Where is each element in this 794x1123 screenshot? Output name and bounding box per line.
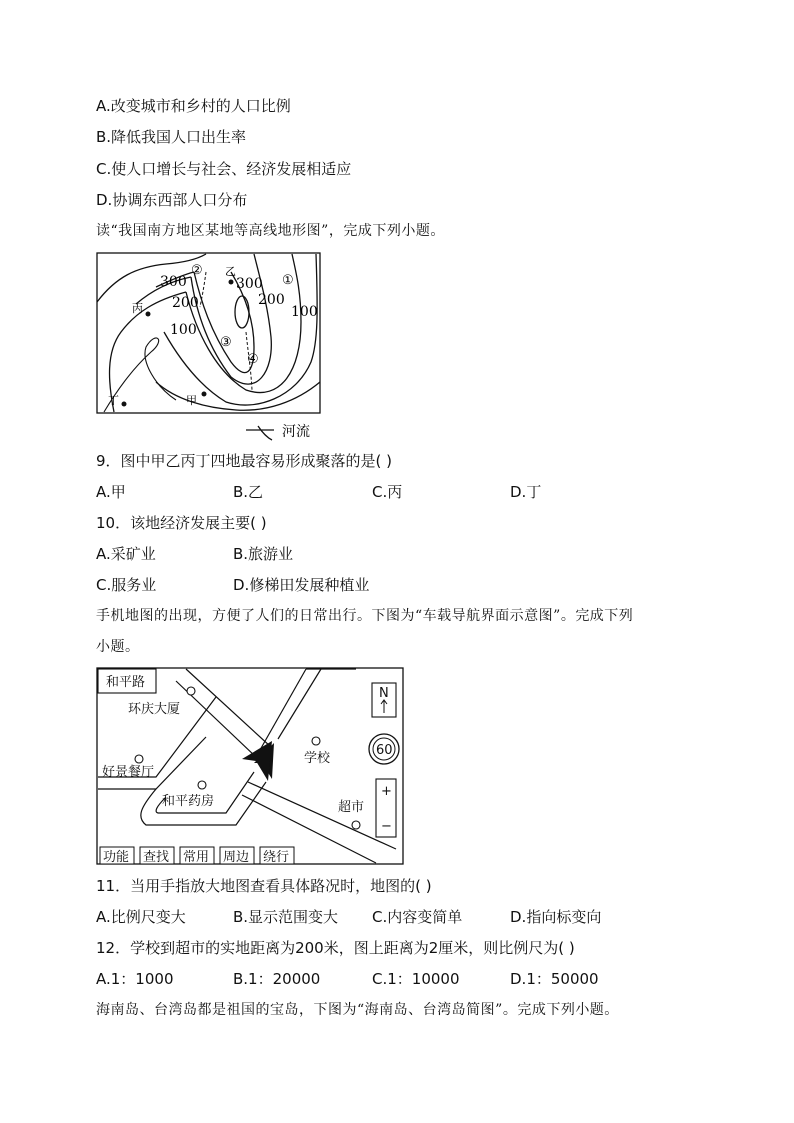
intro-islands-map: 海南岛、台湾岛都是祖国的宝岛，下图为“海南岛、台湾岛简图”。完成下列小题。 <box>96 1002 619 1018</box>
label-ding: 丁 <box>108 394 119 407</box>
marker-3: ③ <box>220 335 232 350</box>
q11-option-d: D.指向标变向 <box>510 908 602 926</box>
q9-option-a: A.甲 <box>96 483 126 501</box>
intro-nav-line-2: 小题。 <box>96 639 140 655</box>
question-9-stem: 9．图中甲乙丙丁四地最容易形成聚落的是( ) <box>96 452 393 470</box>
navigation-map-figure <box>96 667 406 867</box>
zoom-in-button[interactable]: + <box>381 784 392 799</box>
option-a-prev: A.改变城市和乡村的人口比例 <box>96 97 291 115</box>
marker-4: ④ <box>247 352 259 367</box>
q10-option-c: C.服务业 <box>96 576 157 594</box>
question-11-stem: 11．当用手指放大地图查看具体路况时，地图的( ) <box>96 877 432 895</box>
poi-label-huanqing: 环庆大厦 <box>128 702 181 717</box>
q10-option-a: A.采矿业 <box>96 545 156 563</box>
svg-text:N: N <box>379 686 389 701</box>
q12-option-d: D.1：50000 <box>510 970 599 988</box>
marker-2: ② <box>191 263 203 278</box>
poi-marker-pharmacy <box>198 781 206 789</box>
q11-option-a: A.比例尺变大 <box>96 908 186 926</box>
label-jia: 甲 <box>186 394 197 407</box>
q9-option-d: D.丁 <box>510 483 542 501</box>
poi-marker-huanqing <box>187 687 195 695</box>
contour-label-200-east: 200 <box>258 292 285 308</box>
poi-label-haojing: 好景餐厅 <box>102 765 155 780</box>
option-d-prev: D.协调东西部人口分布 <box>96 191 248 209</box>
question-10-stem: 10．该地经济发展主要( ) <box>96 514 267 532</box>
speed-limit-icon <box>369 734 399 764</box>
marker-1: ① <box>282 273 294 288</box>
zoom-control[interactable] <box>376 779 396 837</box>
road-name-label: 和平路 <box>106 675 146 690</box>
nav-button-zhoubian-label: 周边 <box>223 850 250 865</box>
contour-label-100-east: 100 <box>291 304 318 320</box>
contour-label-300-east: 300 <box>236 276 263 292</box>
question-12-stem: 12．学校到超市的实地距离为200米，图上距离为2厘米，则比例尺为( ) <box>96 939 575 957</box>
nav-button-raoxing-label: 绕行 <box>263 850 290 865</box>
nav-button-gongneng-label: 功能 <box>103 850 130 865</box>
option-b-prev: B.降低我国人口出生率 <box>96 128 247 146</box>
point-ding <box>122 402 127 407</box>
nav-button-bar <box>100 847 294 865</box>
contour-line-bottom <box>156 382 320 410</box>
poi-label-pharmacy: 和平药房 <box>162 794 215 809</box>
intro-contour-map: 读“我国南方地区某地等高线地形图”，完成下列小题。 <box>96 223 445 239</box>
speed-limit-value: 60 <box>376 743 393 758</box>
poi-marker-school <box>312 737 320 745</box>
nav-button-changyong-label: 常用 <box>183 850 210 865</box>
label-bing: 丙 <box>132 302 143 315</box>
q12-option-c: C.1：10000 <box>372 970 460 988</box>
point-jia <box>202 392 207 397</box>
contour-label-100-west: 100 <box>170 322 197 338</box>
poi-marker-supermarket <box>352 821 360 829</box>
poi-label-school: 学校 <box>304 751 331 766</box>
river-legend-label: 河流 <box>282 424 310 440</box>
label-yi: 乙 <box>225 265 236 278</box>
q9-option-c: C.丙 <box>372 483 403 501</box>
river-legend-symbol <box>246 426 274 440</box>
point-yi <box>229 280 234 285</box>
q10-option-b: B.旅游业 <box>233 545 294 563</box>
q12-option-b: B.1：20000 <box>233 970 321 988</box>
q11-option-c: C.内容变简单 <box>372 908 463 926</box>
q12-option-a: A.1：1000 <box>96 970 174 988</box>
contour-closed-peak <box>235 296 249 328</box>
contour-label-300-west: 300 <box>160 274 187 290</box>
point-bing <box>146 312 151 317</box>
poi-marker-haojing <box>135 755 143 763</box>
poi-label-supermarket: 超市 <box>338 800 365 815</box>
zoom-out-button[interactable]: − <box>381 819 392 834</box>
compass-icon[interactable] <box>372 683 396 717</box>
contour-map-figure <box>96 252 324 444</box>
q10-option-d: D.修梯田发展种植业 <box>233 576 370 594</box>
q9-option-b: B.乙 <box>233 483 264 501</box>
intro-nav-line-1: 手机地图的出现，方便了人们的日常出行。下图为“车载导航界面示意图”。完成下列 <box>96 608 634 624</box>
option-c-prev: C.使人口增长与社会、经济发展相适应 <box>96 160 352 178</box>
q11-option-b: B.显示范围变大 <box>233 908 339 926</box>
nav-button-chazhao-label: 查找 <box>143 850 170 865</box>
contour-label-200-west: 200 <box>172 295 199 311</box>
